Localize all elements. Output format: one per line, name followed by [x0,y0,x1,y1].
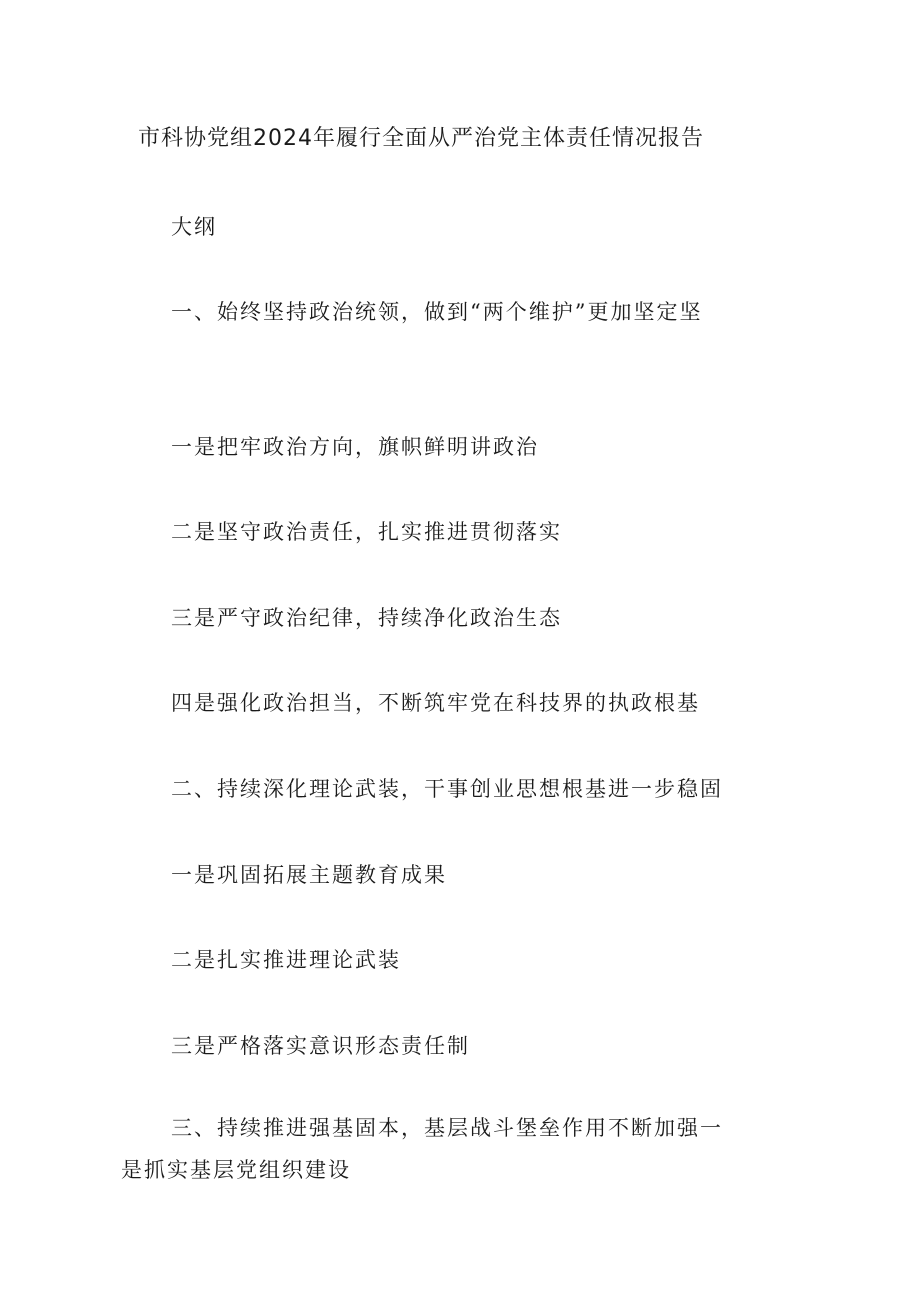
outline-item-2-3: 三是严格落实意识形态责任制 [171,1034,470,1058]
outline-heading-1: 一、始终坚持政治统领，做到“两个维护”更加坚定坚 [171,300,703,324]
document-title: 市科协党组2024年履行全面从严治党主体责任情况报告 [138,126,704,151]
outline-item-2-1: 一是巩固拓展主题教育成果 [171,863,447,887]
outline-label: 大纲 [171,215,217,239]
outline-item-2-2: 二是扎实推进理论武装 [171,948,401,972]
outline-item-1-1: 一是把牢政治方向，旗帜鲜明讲政治 [171,435,539,459]
outline-item-1-3: 三是严守政治纪律，持续净化政治生态 [171,606,562,630]
outline-heading-2: 二、持续深化理论武装，干事创业思想根基进一步稳固 [171,777,723,801]
outline-item-1-2: 二是坚守政治责任，扎实推进贯彻落实 [171,520,562,544]
outline-heading-3-paragraph: 三、持续推进强基固本，基层战斗堡垒作用不断加强一是抓实基层党组织建设 [121,1116,723,1182]
outline-item-1-4: 四是强化政治担当，不断筑牢党在科技界的执政根基 [171,691,700,715]
